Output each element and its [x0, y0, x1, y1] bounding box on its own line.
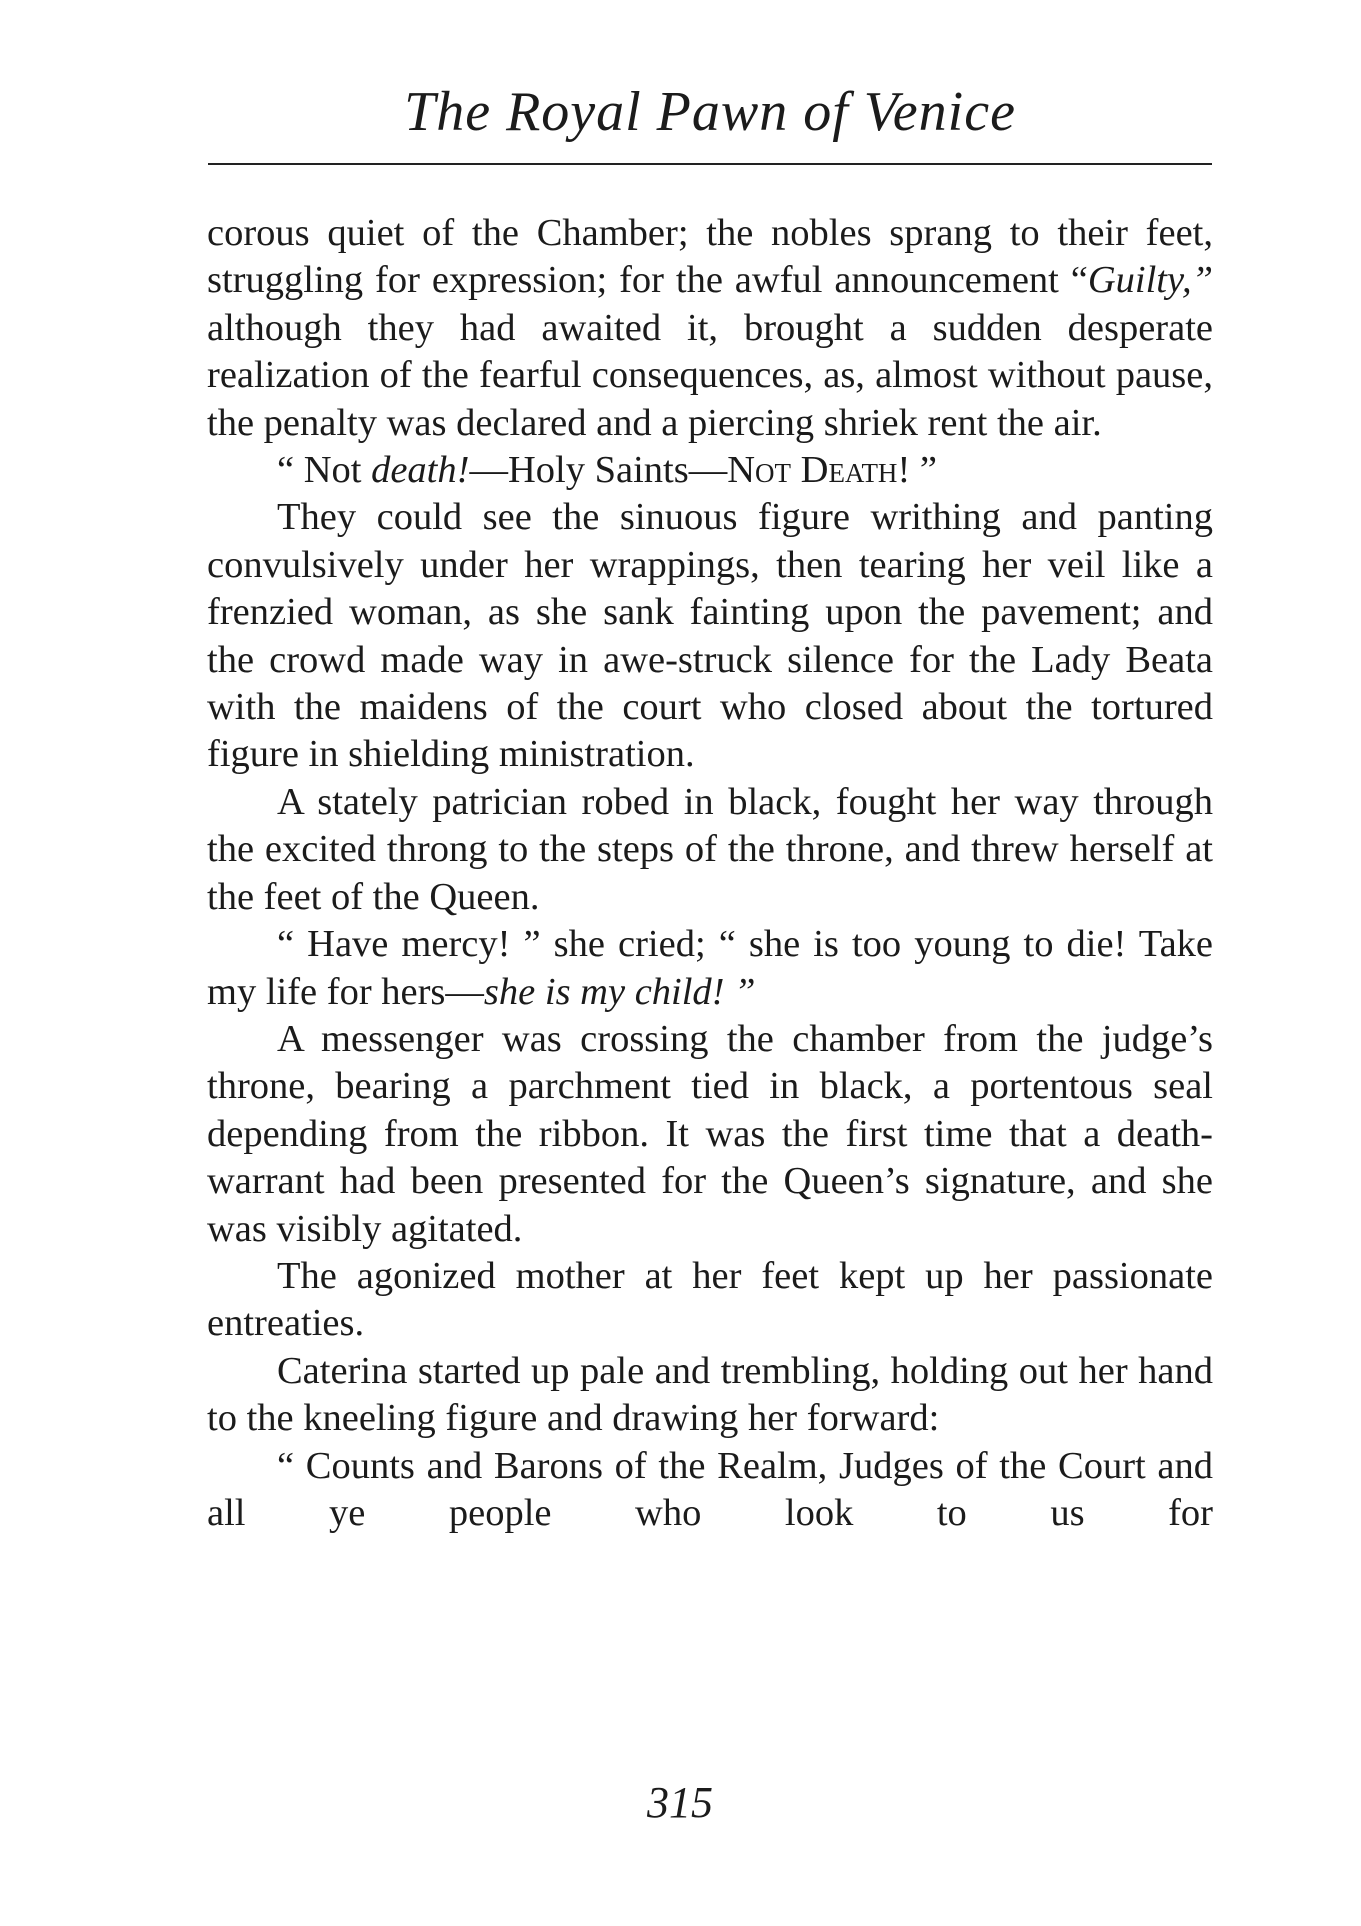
paragraph-2-small-caps: Not Death — [727, 449, 898, 492]
paragraph-5-italic: she is my child! ” — [483, 970, 756, 1013]
paragraph-2-open: “ Not — [277, 449, 372, 492]
running-title: The Royal Pawn of Venice — [404, 81, 1016, 143]
body-text — [207, 210, 1213, 1537]
paragraph-4: A stately patrician robed in black, fought her way through the excited throng to the steps of the throne, and threw herself at the feet of the Queen. — [207, 780, 1213, 918]
paragraph-1-text: corous quiet of the Chamber; the nobles sprang to their feet, struggling for expression; for the awful announcement “ — [207, 212, 1213, 302]
paragraph-2-mid: —Holy Saints— — [469, 449, 728, 492]
paragraph-9: “ Counts and Barons of the Realm, Judges of the Court and all ye people who look to us for — [207, 1444, 1213, 1534]
paragraph-3: They could see the sinuous figure writhing and panting convulsively under her wrappings, then tearing her veil like a frenzied woman, as she sank fainting upon the pavement; and the crowd made way in awe-struck silence for the Lady Beata with the maidens of the court who closed about the tortured figure in shielding ministration. — [207, 496, 1213, 776]
paragraph-2 — [207, 447, 1213, 494]
paragraph-2-close: ! ” — [897, 449, 937, 492]
paragraph-1 — [207, 210, 1213, 447]
paragraph-7: The agonized mother at her feet kept up her passionate entreaties. — [207, 1254, 1213, 1345]
paragraph-2-italic: death! — [371, 449, 470, 492]
paragraph-5-text: “ Have mercy! ” she cried; “ she is too young to die! Take my life for hers— — [207, 923, 1213, 1013]
paragraph-8: Caterina started up pale and trembling, holding out her hand to the kneeling figure and drawing her forward: — [207, 1349, 1213, 1440]
paragraph-1-rest: although they had awaited it, brought a sudden desperate realization of the fearful consequences, as, almost without pause, the penalty was declared and a piercing shriek rent the air. — [207, 306, 1213, 444]
page-number: 315 — [647, 1778, 713, 1827]
paragraph-5 — [207, 921, 1213, 1016]
paragraph-6: A messenger was crossing the chamber from the judge’s throne, bearing a parchment tied in black, a portentous seal depending from the ribbon. It was the first time that a death-warrant had been presented for the Queen’s signature, and she was visibly agitated. — [207, 1017, 1213, 1250]
header-rule — [208, 163, 1212, 165]
paragraph-1-italic: Guilty,” — [1087, 259, 1213, 302]
